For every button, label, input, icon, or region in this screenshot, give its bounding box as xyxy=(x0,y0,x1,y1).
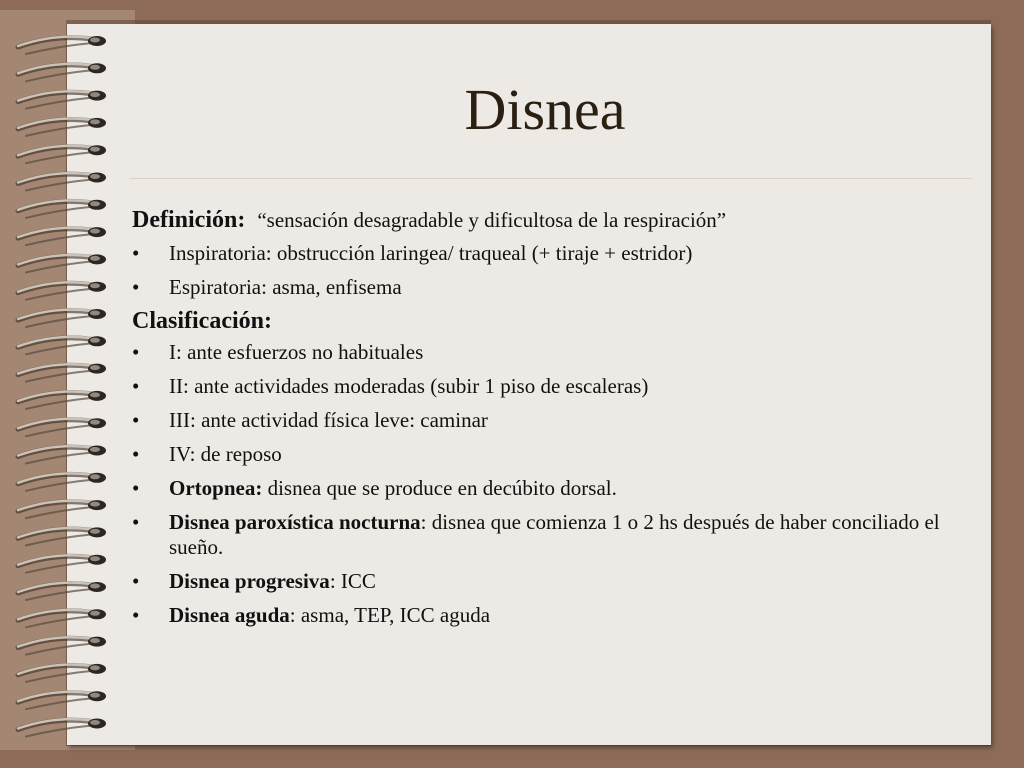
definition-label: Definición: xyxy=(132,207,246,233)
slide-title: Disnea xyxy=(464,77,626,142)
list-item: • III: ante actividad física leve: caminar xyxy=(132,408,962,433)
list-item xyxy=(132,510,962,560)
list-item: • Espiratoria: asma, enfisema xyxy=(132,275,962,300)
definition-list xyxy=(132,241,962,300)
term-label: Disnea aguda xyxy=(169,603,290,627)
list-item xyxy=(132,476,962,501)
term-label: Disnea paroxística nocturna xyxy=(169,510,421,534)
list-item: • IV: de reposo xyxy=(132,442,962,467)
spiral-binding-icon xyxy=(0,0,140,768)
term-description: : asma, TEP, ICC aguda xyxy=(289,603,491,627)
definition-text: “sensación desagradable y dificultosa de la respiración” xyxy=(257,208,727,232)
list-item xyxy=(132,603,962,628)
definition-heading xyxy=(132,208,962,233)
classification-heading: Clasificación: xyxy=(132,308,272,334)
term-label: Disnea progresiva xyxy=(169,569,330,593)
list-item: • Inspiratoria: obstrucción laringea/ traqueal (+ tiraje + estridor) xyxy=(132,241,962,266)
term-description: : disnea que comienza 1 o 2 hs después de haber conciliado el sueño. xyxy=(169,510,940,559)
term-description: disnea que se produce en decúbito dorsal. xyxy=(262,476,617,500)
term-label: Ortopnea: xyxy=(169,476,263,500)
title-divider xyxy=(130,178,972,179)
term-description: : ICC xyxy=(329,569,376,593)
list-item: • II: ante actividades moderadas (subir 1 piso de escaleras) xyxy=(132,374,962,399)
list-item xyxy=(132,569,962,594)
slide-body xyxy=(132,208,962,637)
list-item: • I: ante esfuerzos no habituales xyxy=(132,340,962,365)
classification-list xyxy=(132,340,962,628)
